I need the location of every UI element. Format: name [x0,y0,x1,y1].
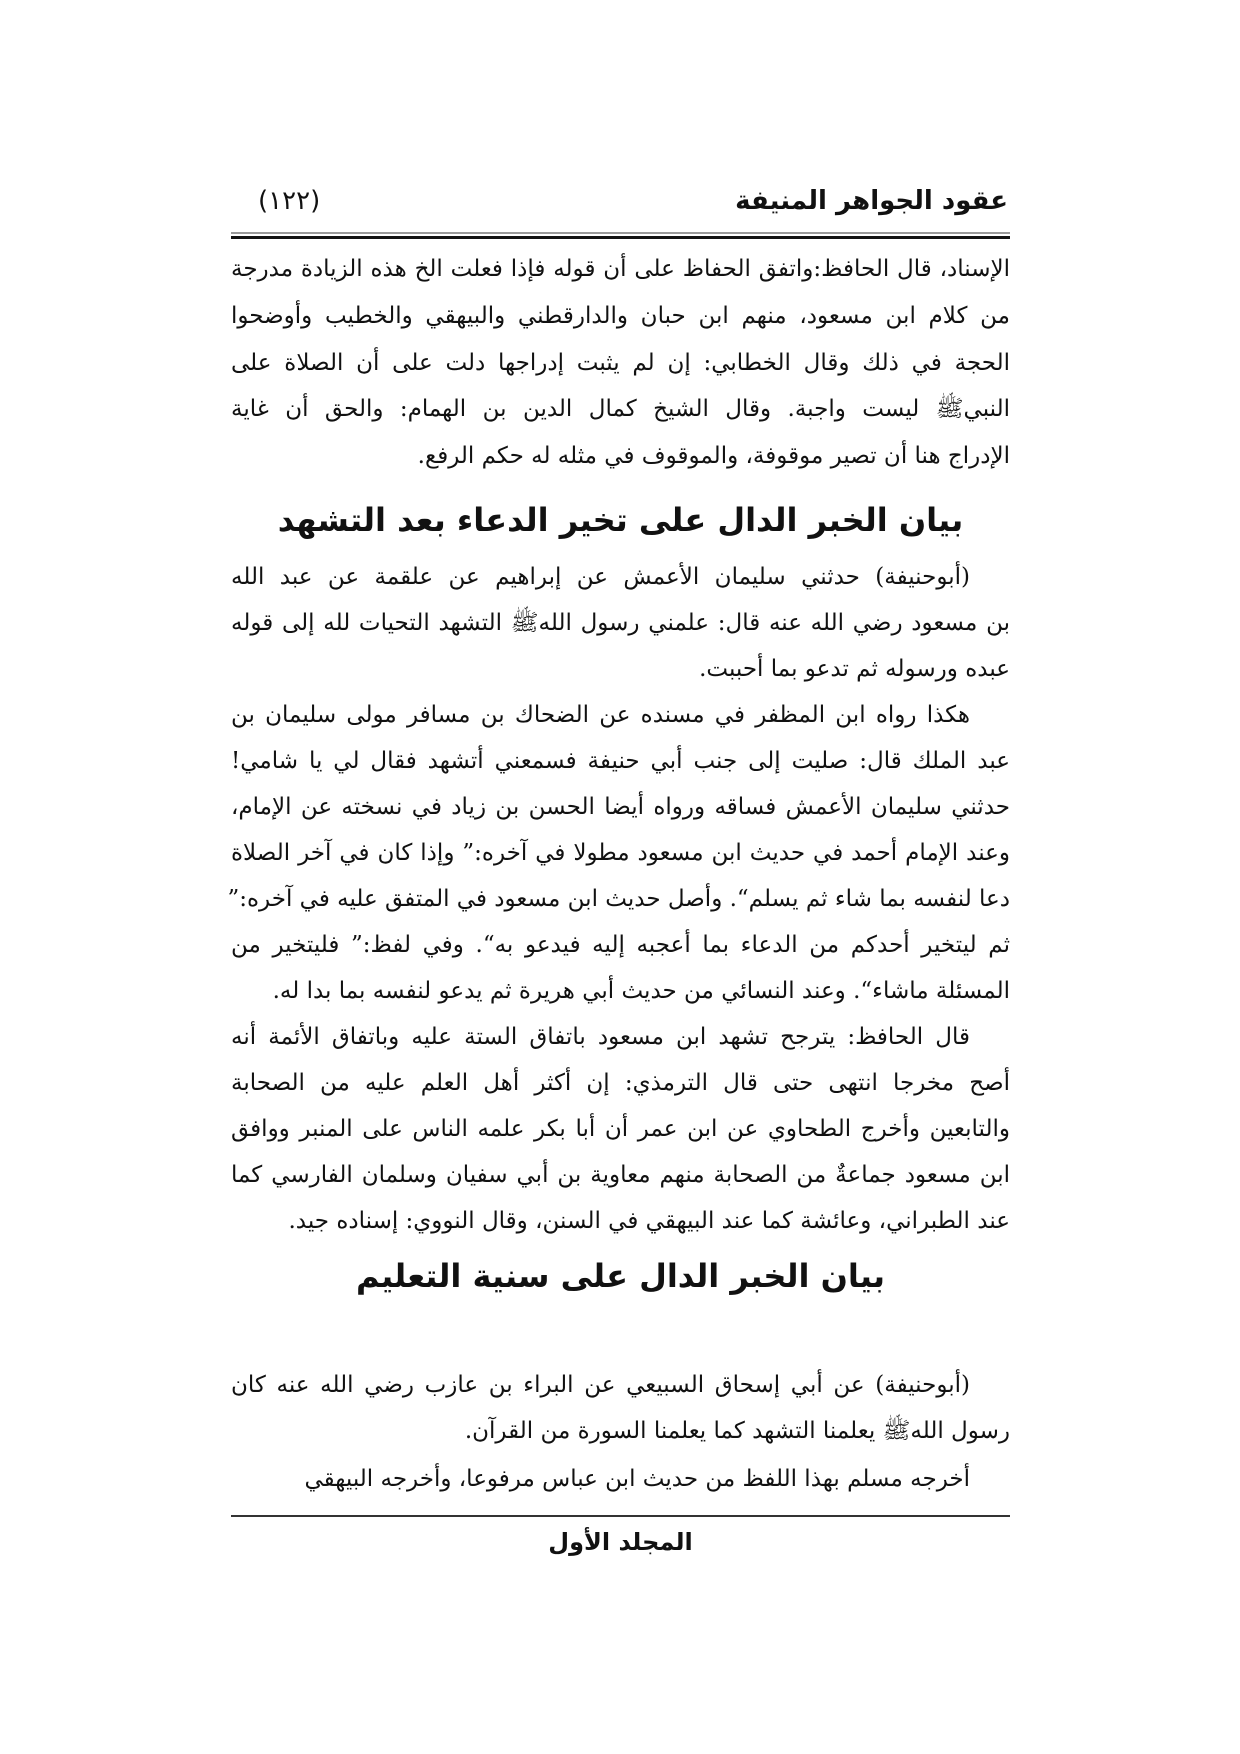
footer-rule [231,1515,1010,1517]
section-heading: بيان الخبر الدال على سنية التعليم [356,1257,885,1295]
text-line: الإدراج هنا أن تصير موقوفة، والموقوف في مثله له حكم الرفع. [417,443,1010,469]
text-line: (أبوحنيفة) حدثني سليمان الأعمش عن إبراهيم عن علقمة عن عبد الله [231,564,970,590]
text-line: بن مسعود رضي الله عنه قال: علمني رسول اللهﷺ التشهد التحيات لله إلى قوله [231,610,1010,636]
text-line: النبيﷺ ليست واجبة. وقال الشيخ كمال الدين بن الهمام: والحق أن غاية [231,396,1010,422]
text-line: هكذا رواه ابن المظفر في مسنده عن الضحاك بن مسافر مولى سليمان بن [231,702,970,728]
volume-footer: المجلد الأول [548,1528,693,1556]
text-line: والتابعين وأخرج الطحاوي عن ابن عمر أن أبا بكر علمه الناس على المنبر ووافق [231,1116,1010,1142]
running-header-title: عقود الجواهر المنيفة [735,186,1008,216]
text-line: حدثني سليمان الأعمش فساقه ورواه أيضا الحسن بن زياد في نسخته عن الإمام، [231,794,1010,820]
text-line: أصح مخرجا انتهى حتى قال الترمذي: إن أكثر أهل العلم عليه من الصحابة [231,1070,1010,1096]
text-line: أخرجه مسلم بهذا اللفظ من حديث ابن عباس مرفوعا، وأخرجه البيهقي [304,1466,970,1492]
text-line: عبده ورسوله ثم تدعو بما أحببت. [699,656,1010,682]
text-line: المسئلة ماشاء“. وعند النسائي من حديث أبي هريرة ثم يدعو لنفسه بما بدا له. [272,978,1010,1004]
text-line: عند الطبراني، وعائشة كما عند البيهقي في السنن، وقال النووي: إسناده جيد. [288,1208,1010,1234]
section-heading: بيان الخبر الدال على تخير الدعاء بعد التشهد [277,501,964,539]
text-line: دعا لنفسه بما شاء ثم يسلم“. وأصل حديث ابن مسعود في المتفق عليه في آخره:” [227,886,1010,912]
text-line: عبد الملك قال: صليت إلى جنب أبي حنيفة فسمعني أتشهد فقال لي يا شامي! [231,748,1010,774]
text-line: رسول اللهﷺ يعلمنا التشهد كما يعلمنا السورة من القرآن. [464,1418,1010,1444]
text-line: الحجة في ذلك وقال الخطابي: إن لم يثبت إدراجها دلت على أن الصلاة على [231,350,1010,376]
text-line: ثم ليتخير أحدكم من الدعاء بما أعجبه إليه فيدعو به“. وفي لفظ:” فليتخير من [231,932,1010,958]
header-rule-thick [231,236,1010,239]
text-line: قال الحافظ: يترجح تشهد ابن مسعود باتفاق الستة عليه وباتفاق الأئمة أنه [231,1024,970,1050]
text-line: من كلام ابن مسعود، منهم ابن حبان والدارقطني والبيهقي والخطيب وأوضحوا [231,303,1010,329]
text-line: ابن مسعود جماعةٌ من الصحابة منهم معاوية بن أبي سفيان وسلمان الفارسي كما [231,1162,1010,1188]
text-line: الإسناد، قال الحافظ:واتفق الحفاظ على أن قوله فإذا فعلت الخ هذه الزيادة مدرجة [231,256,1010,282]
text-line: (أبوحنيفة) عن أبي إسحاق السبيعي عن البراء بن عازب رضي الله عنه كان [231,1372,970,1398]
header-rule-thin [231,232,1010,234]
page-number: (١٢٢) [258,186,321,216]
text-line: وعند الإمام أحمد في حديث ابن مسعود مطولا في آخره:” وإذا كان في آخر الصلاة [231,840,1010,866]
